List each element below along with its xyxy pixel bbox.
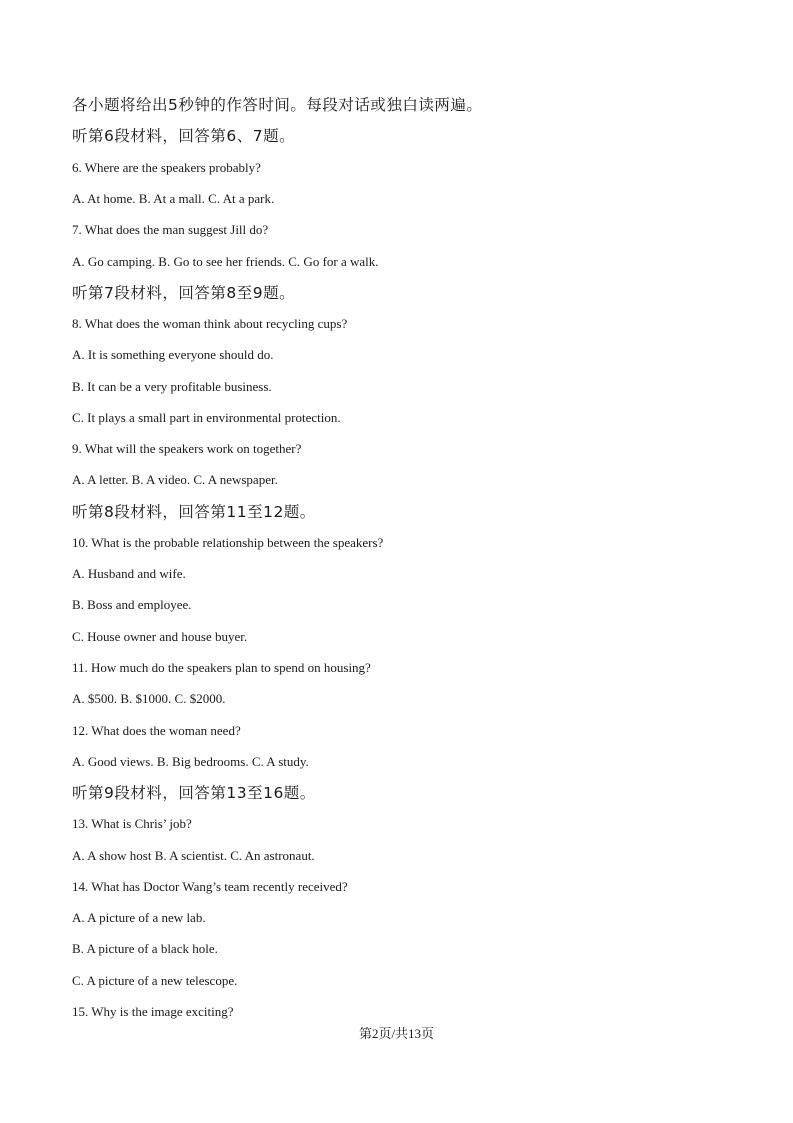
options-11: A. $500. B. $1000. C. $2000.	[72, 691, 226, 706]
option-8a: A. It is something everyone should do.	[72, 347, 274, 362]
options-9: A. A letter. B. A video. C. A newspaper.	[72, 472, 278, 487]
section-heading-8: 听第8段材料，回答第11至12题。	[72, 503, 316, 521]
option-14b: B. A picture of a black hole.	[72, 941, 218, 956]
question-9: 9. What will the speakers work on together?	[72, 441, 302, 456]
option-10c: C. House owner and house buyer.	[72, 629, 248, 644]
page-number-label: 第2页/共13页	[358, 1026, 435, 1041]
option-14c: C. A picture of a new telescope.	[72, 973, 238, 988]
instruction-line: 各小题将给出5秒钟的作答时间。每段对话或独白读两遍。	[72, 96, 483, 114]
question-14: 14. What has Doctor Wang’s team recently received?	[72, 879, 348, 894]
options-13: A. A show host B. A scientist. C. An astronaut.	[72, 848, 315, 863]
question-8: 8. What does the woman think about recycling cups?	[72, 316, 348, 331]
question-12: 12. What does the woman need?	[72, 723, 241, 738]
section-heading-6: 听第6段材料，回答第6、7题。	[72, 127, 296, 145]
section-heading-7: 听第7段材料，回答第8至9题。	[72, 284, 296, 302]
question-15: 15. Why is the image exciting?	[72, 1004, 234, 1019]
option-8c: C. It plays a small part in environmental protection.	[72, 410, 341, 425]
options-12: A. Good views. B. Big bedrooms. C. A study.	[72, 754, 309, 769]
question-11: 11. How much do the speakers plan to spend on housing?	[72, 660, 371, 675]
option-14a: A. A picture of a new lab.	[72, 910, 206, 925]
options-6: A. At home. B. At a mall. C. At a park.	[72, 191, 275, 206]
question-10: 10. What is the probable relationship between the speakers?	[72, 535, 384, 550]
option-10a: A. Husband and wife.	[72, 566, 186, 581]
option-8b: B. It can be a very profitable business.	[72, 379, 272, 394]
options-7: A. Go camping. B. Go to see her friends. C. Go for a walk.	[72, 254, 379, 269]
section-heading-9: 听第9段材料，回答第13至16题。	[72, 784, 316, 802]
question-13: 13. What is Chris’ job?	[72, 816, 192, 831]
question-6: 6. Where are the speakers probably?	[72, 160, 261, 175]
option-10b: B. Boss and employee.	[72, 597, 192, 612]
page-footer	[0, 1026, 793, 1042]
question-7: 7. What does the man suggest Jill do?	[72, 222, 269, 237]
